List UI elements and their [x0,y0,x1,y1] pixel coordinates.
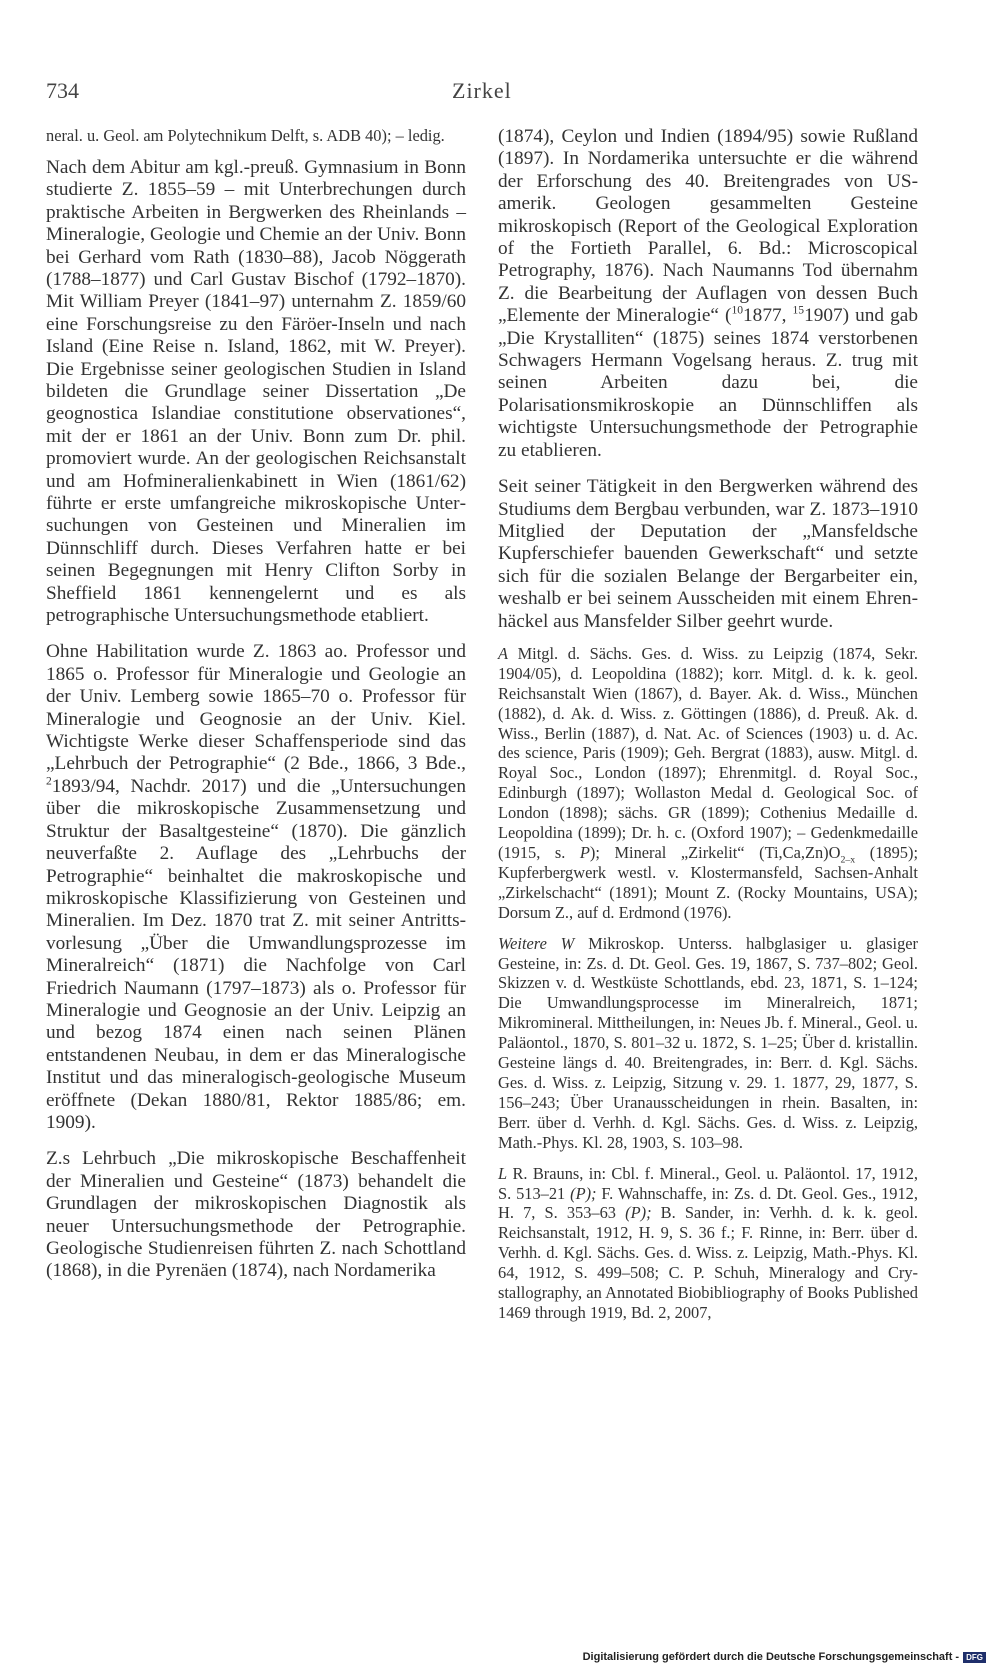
literature-text-3: B. Sander, in: Verhh. d. k. k. geol. Reichsanstalt, 1912, H. 9, S. 36 f.; F. Rinne, in: Berr. über d. Verhh. d. Kgl. Sächs. Ges. d. Wiss. z. Leipzig, Math.-Phys. Kl. 64, 1912, S. 499–508; C. P. Schuh, Mineralogy and Crystallography, an Annotated Biobibliography of Books Published 1469 through 1919, Bd. 2, 2007, [498,1203,918,1322]
left-paragraph-3: Z.s Lehrbuch „Die mikroskopische Beschaffenheit der Mineralien und Gesteine“ (1873) behandelt die Grundlagen der mikroskopischen Diagnostik als neuer Untersuchungsmethode der Petrographie. Geologische Studienreisen führten Z. nach Schottland (1868), in die Pyrenäen (1874), nach Nordamerika [46,1148,466,1282]
right-paragraph-1-part-a: (1874), Ceylon und Indien (1894/95) sowie Rußland (1897). In Nordamerika untersuchte er die während der Erforschung des 40. Breitengrades von US-amerik. Geologen gesammelten Gesteine mikroskopisch (Report of the Geological Exploration of the Fortieth Parallel, 6. Bd.: Microscopical Petrography, 1876). Nach Naumanns Tod übernahm Z. die Bearbeitung der Auflagen von dessen Buch „Elemente der Mineralogie“ ( [498,126,918,327]
literature-portrait-marker-1: (P); [570,1183,597,1203]
credit-text: Digitalisierung gefördert durch die Deutsche Forschungsgemeinschaft - [582,1651,960,1663]
works-text: Mikroskop. Unterss. halbglasiger u. glasiger Gesteine, in: Zs. d. Dt. Geol. Ges. 19, 1867, S. 737–802; Geol. Skizzen v. d. Westküste Schottlands, ebd. 23, 1871, S. 1–124; Die Umwandlungsprocesse im Mineralreich, 1871; Mikromineral. Mittheilungen, in: Neues Jb. f. Mineral., Geol. u. Paläontol., 1870, S. 801–32 u. 1872, S. 1–25; Über d. kristallin. Gesteine längs d. 40. Breitengrades, in: Berr. d. Kgl. Sächs. Ges. d. Wiss. z. Leipzig, Sitzung v. 29. 1. 1877, 29, 1877, S. 156–243; Über Uranausscheidungen in rhein. Basalten, in: Berr. über d. Verhh. d. Kgl. Sächs. Ges. d. Wiss. z. Leipzig, Math.-Phys. Kl. 28, 1903, S. 103–98. [498,933,918,1152]
left-paragraph-1: Nach dem Abitur am kgl.-preuß. Gymnasium in Bonn studierte Z. 1855–59 – mit Unterbrechungen durch praktische Arbeiten in Bergwerken des Rheinlands – Mineralogie, Geologie und Chemie an der Univ. Bonn bei Gerhard vom Rath (1830–88), Jacob Nöggerath (1788–1877) und Carl Gustav Bischof (1792–1870). Mit William Preyer (1841–97) unternahm Z. 1859/60 eine Forschungsreise zu den Färöer-Inseln und nach Island (Eine Reise n. Island, 1862, mit W. Preyer). Die Ergebnisse seiner geologischen Studien in Island bildeten die Grundlage seiner Dissertation „De geognostica Islandiae constitutione observationes“, mit der er 1861 an der Univ. Bonn zum Dr. phil. promoviert wurde. An der geologischen Reichsanstalt und am Hofmineralienkabinett in Wien (1861/62) führte er erste umfangreiche mikroskopische Untersuchungen von Gesteinen und Mineralien im Dünnschliff durch. Dieses Verfahren hatte er bei seinen Begegnungen mit Henry Clifton Sorby in Sheffield 1861 kennengelernt und es als petrographische Untersuchungsmethode etabliert. [46,156,466,627]
awards-text-3: (1895); Kupferbergwerk westl. v. Klostermansfeld, Sachsen-Anhalt „Zirkelschacht“ (1891); Mount Z. (Rocky Mountains, USA); Dorsum Z., auf d. Erdmond (1976). [498,843,919,922]
dfg-logo: DFG [963,1652,986,1663]
edition-superscript: 2 [46,774,52,788]
right-paragraph-2: Seit seiner Tätigkeit in den Bergwerken während des Studiums dem Bergbau verbunden, war Z. 1873–1910 Mitglied der Deputation der „Mansfeldsche Kupferschiefer bauenden Gewerkschaft“ und setzte sich für die sozialen Belange der Bergarbeiter ein, weshalb er bei seinem Ausscheiden mit einem Ehrenhäckel aus Mansfelder Silber geehrt wurde. [498,476,918,632]
right-paragraph-1-part-b: 1877, [743,305,793,327]
works-marker: Weitere W [498,933,575,953]
literature-text-1: R. Brauns, in: Cbl. f. Mineral., Geol. u. Paläontol. 17, 1912, S. 513–21 [498,1163,918,1203]
left-paragraph-2-part-a: Ohne Habilitation wurde Z. 1863 ao. Professor und 1865 o. Professor für Mineralogie und Geologie an der Univ. Lemberg sowie 1865–70 o. Professor für Mineralogie und Geognosie an der Univ. Kiel. Wichtigste Werke dieser Schaffensperiode sind das „Lehrbuch der Petrographie“ (2 Bde., 1866, 3 Bde., [46,641,466,775]
right-paragraph-1-part-c: 1907) und gab „Die Krystalliten“ (1875) seines 1874 verstorbenen Schwagers Hermann Vogelsang heraus. Z. trug mit seinen Arbeiten dazu bei, die Polarisationsmikroskopie an Dünnschliffen als wichtigste Untersuchungsmethode der Petrographie zu etablieren. [498,305,918,461]
left-paragraph-2-part-b: 1893/94, Nachdr. 2017) und die „Untersuchungen über die mikroskopische Zusammensetzung und Struktur der Basaltgesteine“ (1870). Die gänzlich neuverfaßte 2. Auflage des „Lehrbuchs der Petrographie“ beinhaltet die makroskopische und mikroskopische Klassifizierung von Gesteinen und Mineralien. Im Dez. 1870 trat Z. mit seiner Antrittsvorlesung „Über die Umwandlungsprozesse im Mineralreich“ (1871) die Nachfolge von Carl Friedrich Naumann (1797–1873) als o. Professor für Mineralogie und Geognosie an der Univ. Leipzig an und bezog 1874 einen nach seinen Plänen entstandenen Neubau, in dem er das Mineralogische Institut und das mineralogisch-geologische Museum eröffnete (Dekan 1880/81, Rektor 1885/86; em. 1909). [46,775,466,1133]
running-title: Zirkel [452,78,512,103]
awards-marker: A [498,643,509,663]
literature-portrait-marker-2: (P); [625,1203,652,1223]
formula-subscript: 2–x [840,854,856,866]
awards-section [498,644,918,923]
literature-marker: L [498,1163,508,1183]
left-column [46,126,466,1283]
awards-portrait-marker: P [579,843,590,862]
digitization-credit [583,1651,986,1663]
right-paragraph-1 [498,126,918,462]
awards-text-1: Mitgl. d. Sächs. Ges. d. Wiss. zu Leipzig (1874, Sekr. 1904/05), d. Leopoldina (1882); korr. Mitgl. d. k. k. geol. Reichsanstalt Wien (1867), d. Bayer. Ak. d. Wiss., München (1882), d. Ak. d. Wiss. z. Göttingen (1886), d. Preuß. Ak. d. Wiss., Berlin (1887), d. Nat. Ac. of Sciences (1903) u. d. Ac. des science, Paris (1909); Geh. Bergrat (1883), ausw. Mitgl. d. Royal Soc., London (1897); Ehrenmitgl. d. Royal Soc., Edinburgh (1897); Wollaston Medal d. Geological Soc. of London (1898); sächs. GR (1899); Cothenius Medaille d. Leopoldina (1899); Dr. h. c. (Oxford 1907); – Gedenkmedaille (1915, s. [498,643,918,862]
left-paragraph-2 [46,641,466,1134]
edition-superscript-1: 10 [731,303,744,317]
literature-section [498,1164,918,1323]
literature-text-2: F. Wahnschaffe, in: Zs. d. Dt. Geol. Ges., 1912, H. 7, S. 353–63 [498,1183,918,1223]
edition-superscript-2: 15 [792,303,805,317]
awards-text-2: ); Mineral „Zirkelit“ (Ti,Ca,Zn)O [589,843,841,862]
right-column [498,126,918,1323]
page-number: 734 [46,78,79,103]
works-section [498,934,918,1153]
left-paragraph-0: neral. u. Geol. am Polytechnikum Delft, s. ADB 40); – ledig. [46,126,445,145]
